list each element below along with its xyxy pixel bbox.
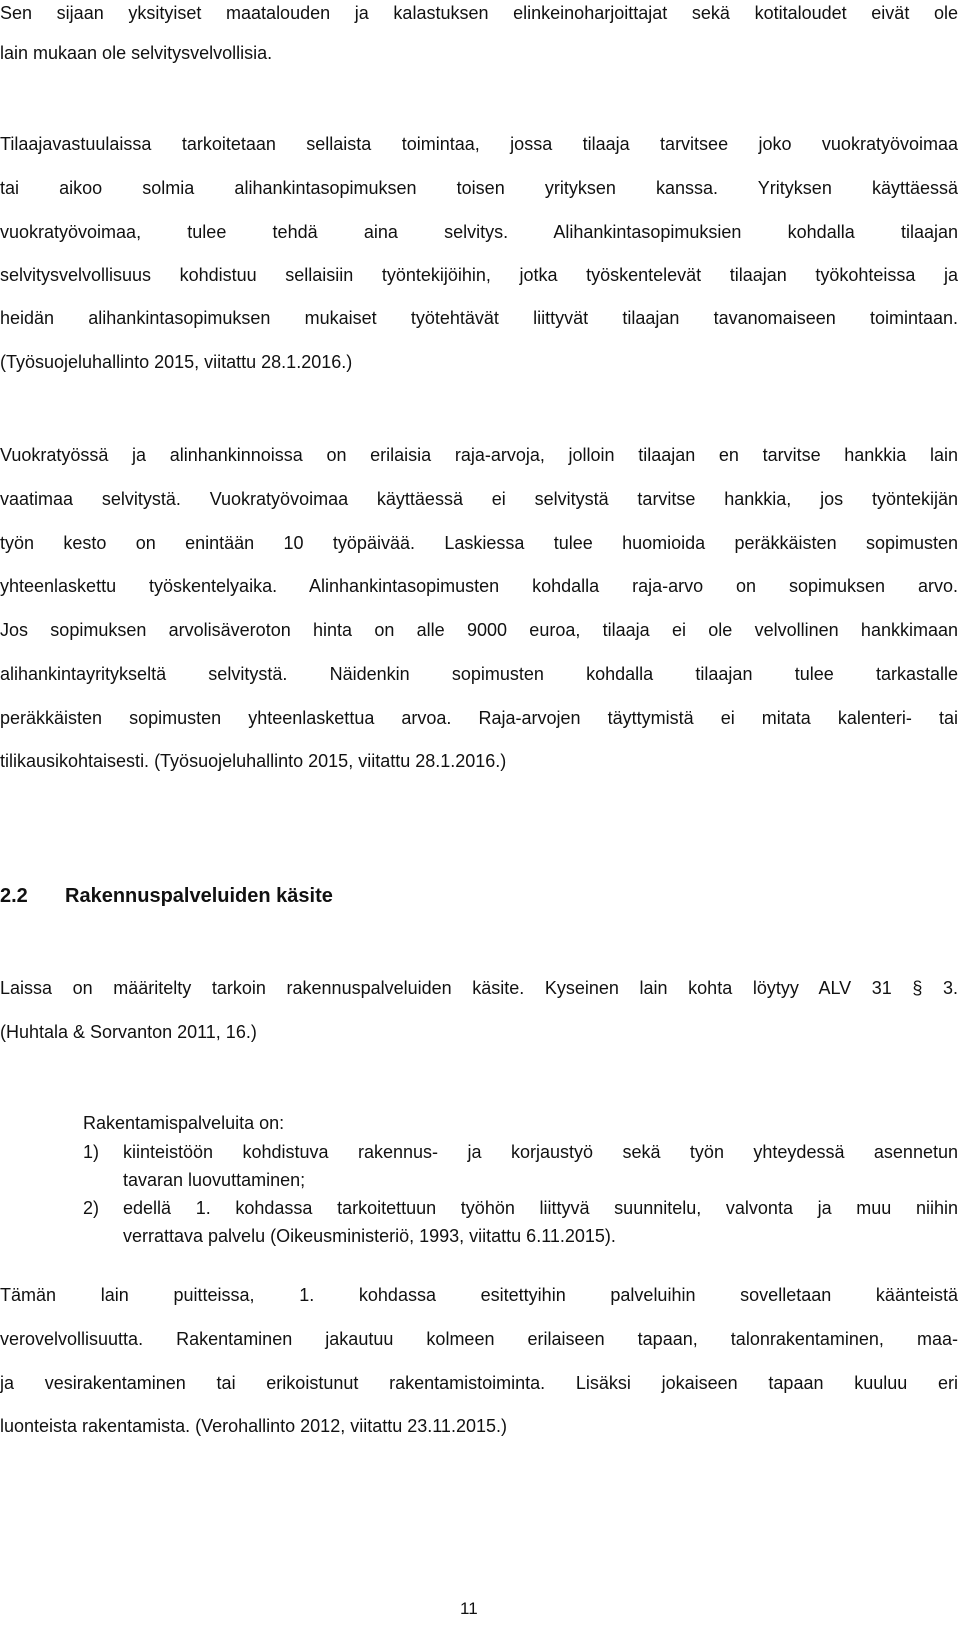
paragraph-1-line-1: Sen sijaan yksityiset maatalouden ja kalastuksen elinkeinoharjoittajat sekä kotitaloudet eivät ole <box>0 3 958 23</box>
list-intro: Rakentamispalveluita on: <box>83 1113 285 1133</box>
section-number: 2.2 <box>0 885 28 907</box>
paragraph-4-line-2: (Huhtala & Sorvanton 2011, 16.) <box>0 1022 257 1042</box>
paragraph-2-line-3: vuokratyövoimaa, tulee tehdä aina selvitys. Alihankintasopimuksien kohdalla tilaajan <box>0 222 958 242</box>
paragraph-2-line-4: selvitysvelvollisuus kohdistuu sellaisiin työntekijöihin, jotka työskentelevät tilaajan työkohteissa ja <box>0 265 958 285</box>
paragraph-5-line-1: Tämän lain puitteissa, 1. kohdassa esitettyihin palveluihin sovelletaan käänteistä <box>0 1285 958 1305</box>
paragraph-3-line-5: Jos sopimuksen arvolisäveroton hinta on alle 9000 euroa, tilaaja ei ole velvollinen hankkimaan <box>0 620 958 640</box>
page-number: 11 <box>460 1599 478 1618</box>
paragraph-2-line-6: (Työsuojeluhallinto 2015, viitattu 28.1.2016.) <box>0 352 353 372</box>
paragraph-4-line-1: Laissa on määritelty tarkoin rakennuspalveluiden käsite. Kyseinen lain kohta löytyy ALV 31 § 3. <box>0 978 958 998</box>
paragraph-3-line-7: peräkkäisten sopimusten yhteenlaskettua arvoa. Raja-arvojen täyttymistä ei mitata kalenteri- tai <box>0 708 958 728</box>
paragraph-5-line-2: verovelvollisuutta. Rakentaminen jakautuu kolmeen erilaiseen tapaan, talonrakentaminen, maa- <box>0 1329 958 1349</box>
section-heading <box>0 884 333 908</box>
paragraph-3-line-4: yhteenlaskettu työskentelyaika. Alinhankintasopimusten kohdalla raja-arvo on sopimuksen arvo. <box>0 576 958 596</box>
paragraph-3-line-2: vaatimaa selvitystä. Vuokratyövoimaa käyttäessä ei selvitystä tarvitse hankkia, jos työntekijän <box>0 489 958 509</box>
paragraph-1-line-2: lain mukaan ole selvitysvelvollisia. <box>0 43 273 63</box>
paragraph-5-line-4: luonteista rakentamista. (Verohallinto 2012, viitattu 23.11.2015.) <box>0 1416 507 1436</box>
paragraph-2-line-5: heidän alihankintasopimuksen mukaiset työtehtävät liittyvät tilaajan tavanomaiseen toimintaan. <box>0 308 958 328</box>
list-item-1-line-1: kiinteistöön kohdistuva rakennus- ja korjaustyö sekä työn yhteydessä asennetun <box>123 1142 958 1162</box>
list-item-1-line-2: tavaran luovuttaminen; <box>123 1170 306 1190</box>
list-item-2-line-2: verrattava palvelu (Oikeusministeriö, 1993, viitattu 6.11.2015). <box>123 1226 616 1246</box>
list-item-2-marker: 2) <box>83 1198 100 1218</box>
paragraph-3-line-1: Vuokratyössä ja alinhankinnoissa on erilaisia raja-arvoja, jolloin tilaajan en tarvitse hankkia lain <box>0 445 958 465</box>
list-item-1-marker: 1) <box>83 1142 100 1162</box>
paragraph-3-line-6: alihankintayritykseltä selvitystä. Näidenkin sopimusten kohdalla tilaajan tulee tarkastalle <box>0 664 958 684</box>
paragraph-2-line-1: Tilaajavastuulaissa tarkoitetaan sellaista toimintaa, jossa tilaaja tarvitsee joko vuokratyövoimaa <box>0 134 958 154</box>
paragraph-2-line-2: tai aikoo solmia alihankintasopimuksen toisen yrityksen kanssa. Yrityksen käyttäessä <box>0 178 958 198</box>
section-title: Rakennuspalveluiden käsite <box>65 885 333 907</box>
paragraph-3-line-3: työn kesto on enintään 10 työpäivää. Laskiessa tulee huomioida peräkkäisten sopimusten <box>0 533 958 553</box>
paragraph-3-line-8: tilikausikohtaisesti. (Työsuojeluhallinto 2015, viitattu 28.1.2016.) <box>0 751 507 771</box>
paragraph-5-line-3: ja vesirakentaminen tai erikoistunut rakentamistoiminta. Lisäksi jokaiseen tapaan kuuluu eri <box>0 1373 958 1393</box>
list-item-2-line-1: edellä 1. kohdassa tarkoitettuun työhön liittyvä suunnitelu, valvonta ja muu niihin <box>123 1198 958 1218</box>
